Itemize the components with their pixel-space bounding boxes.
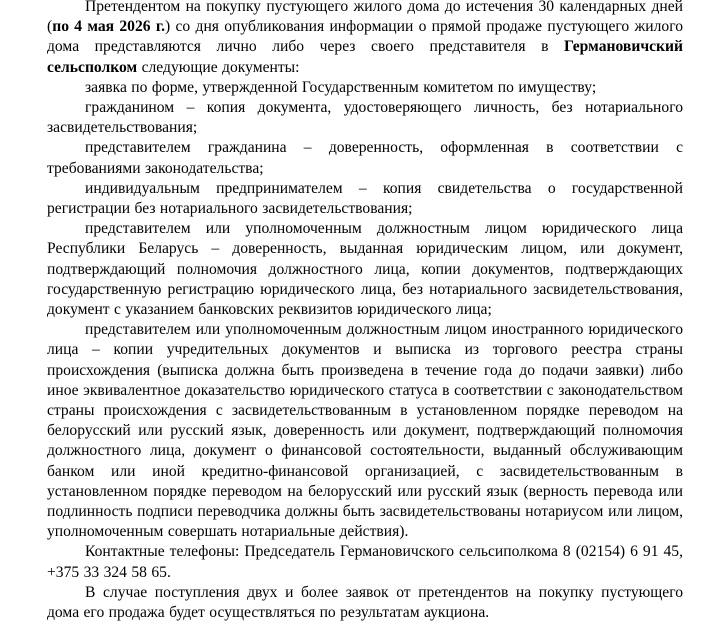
intro-text-start: Претендентом на покупку пустующего жилого дома до истечения 30 календарных дней ( <box>47 0 683 36</box>
document-item-citizen-representative: представителем гражданина – доверенность, оформленная в соответствии с требованиями законодательства; <box>47 139 683 177</box>
intro-text-end: следующие документы: <box>137 58 300 76</box>
intro-paragraph <box>47 0 683 78</box>
document-item-belarus-legal-entity: представителем или уполномоченным должностным лицом юридического лица Республики Беларусь – доверенность, выданная юридическим лицом, или документ, подтверждающий полномочия должностного лица, копии документов, подтверждающих государственную регистрацию юридического лица, без нотариального засвидетельствования, документ с указанием банковских реквизитов юридического лица; <box>47 220 683 319</box>
deadline-date: по 4 мая 2026 г. <box>52 18 166 36</box>
document-item-foreign-legal-entity: представителем или уполномоченным должностным лицом иностранного юридического лица – копии учредительных документов и выписка из торгового реестра страны происхождения (выписка должна быть произведена в течение года до подачи заявки) либо иное эквивалентное доказательство юридического статуса в соответствии с законодательством страны происхождения с засвидетельствованным в установленном порядке переводом на белорусский или русский язык, доверенность или документ, подтверждающий полномочия должностного лица, документ о финансовой состоятельности, выданный обслуживающим банком или иной кредитно-финансовой организацией, с засвидетельствованным в установленном порядке переводом на белорусский или русский язык (верность перевода или подлинность подписи переводчика должны быть засвидетельствованы нотариусом или лицом, уполномоченным совершать нотариальные действия). <box>47 321 683 541</box>
contacts-paragraph: Контактные телефоны: Председатель Гермaновичского сельсиполкома 8 (02154) 6 91 45, +375 33 324 58 65. <box>47 543 683 581</box>
intro-text-middle: ) со дня опубликования информации о прямой продаже пустующего жилого дома представляются лично либо через своего представителя в <box>47 18 683 56</box>
auction-paragraph: В случае поступления двух и более заявок от претендентов на покупку пустующего дома его продажа будет осуществляться по результатам аукциона. <box>47 583 683 622</box>
document-item-citizen: гражданином – копия документа, удостоверяющего личность, без нотариального засвидетельствования; <box>47 99 683 137</box>
organization-name: Гермaновичский сельсполком <box>47 38 683 76</box>
document-item-entrepreneur: индивидуальным предпринимателем – копия свидетельства о государственной регистрации без нотариального засвидетельствования; <box>47 179 683 218</box>
document-item-application: заявка по форме, утвержденной Государственным комитетом по имуществу; <box>85 78 597 96</box>
